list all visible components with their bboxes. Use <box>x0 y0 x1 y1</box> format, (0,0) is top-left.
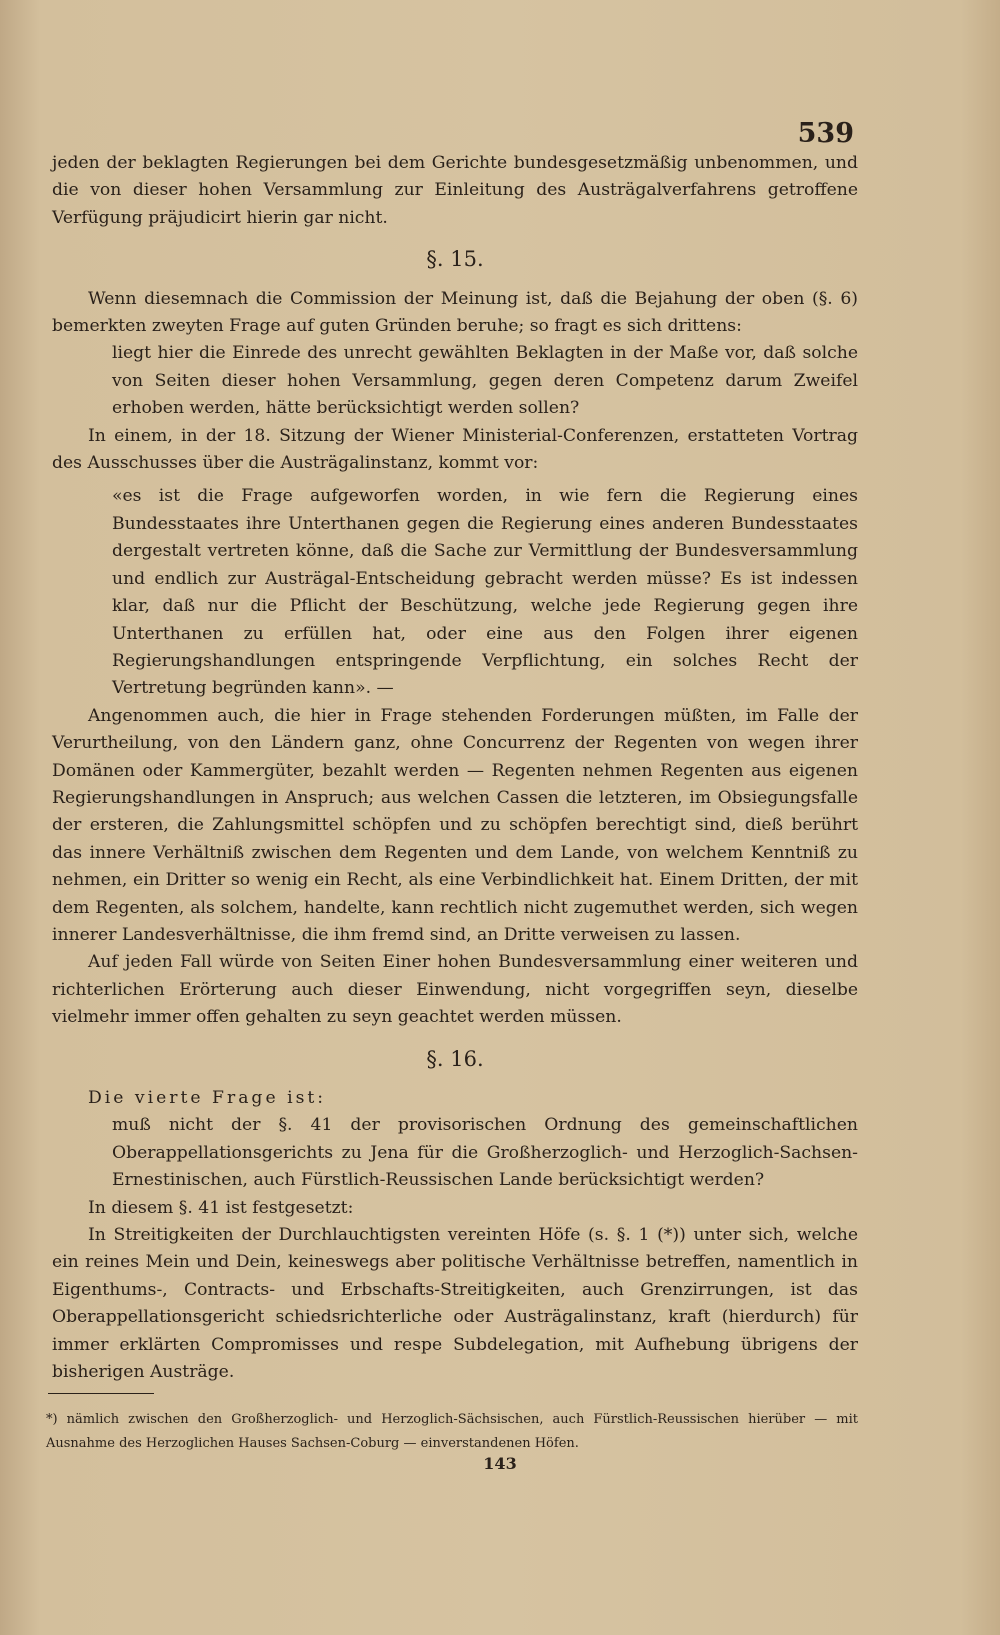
section-heading-15: §. 15. <box>426 247 484 272</box>
paragraph-streitigkeiten: In Streitigkeiten der Durchlauchtigsten vereinten Höfe (s. §. 1 (*)) unter sich, welche ein reines Mein und Dein, keineswegs aber politische Verhältnisse betreffen, namentlich in Eigenthums-, Contracts- und Erbschafts-Streitigkeiten, auch Grenzirrungen, ist das Oberappellationsgericht schiedsrichterliche oder Austrägalinstanz, kraft (hierdurch) für immer erklärten Compromisses und respe Subdelegation, mit Aufhebung übrigens der bisherigen Austräge. <box>52 1225 858 1383</box>
footnote-text: *) nämlich zwischen den Großherzoglich- und Herzoglich-Sächsischen, auch Fürstlich-Reussischen hierüber — mit Ausnahme des Herzoglichen Hauses Sachsen-Coburg — einverstandenen Höfen. <box>46 1412 858 1451</box>
page-number: 539 <box>797 118 854 149</box>
section-heading-16: §. 16. <box>426 1046 484 1071</box>
paragraph-auf-jeden-fall: Auf jeden Fall würde von Seiten Einer hohen Bundesversammlung einer weiteren und richterlichen Erörterung auch dieser Einwendung, nicht vorgegriffen seyn, dieselbe vielmehr immer offen gehalten zu seyn geachtet werden müssen. <box>52 952 858 1028</box>
quotation-block: «es ist die Frage aufgeworfen worden, in wie fern die Regierung eines Bundesstaates ihre Unterthanen gegen die Regierung eines anderen Bundesstaates dergestalt vertreten könne, daß die Sache zur Vermittlung der Bundesversammlung und endlich zur Austrägal-Entscheidung gebracht werden müsse? Es ist indessen klar, daß nur die Pflicht der Beschützung, welche jede Regierung gegen ihre Unterthanen zu erfüllen hat, oder eine aus den Folgen ihrer eigenen Regierungshandlungen entspringende Verpflichtung, ein solches Recht der Vertretung begründen kann». — <box>112 486 858 699</box>
main-text <box>52 150 858 1386</box>
paragraph-continuation: jeden der beklagten Regierungen bei dem Gerichte bundesgesetzmäßig unbenommen, und die von dieser hohen Versammlung zur Einleitung des Austrägalverfahrens getroffene Verfügung präjudicirt hierin gar nicht. <box>52 153 858 228</box>
fourth-question-intro: Die vierte Frage ist: <box>88 1088 327 1108</box>
footnote <box>46 1408 858 1456</box>
footnote-divider <box>48 1393 154 1394</box>
paragraph-commission: Wenn diesemnach die Commission der Meinung ist, daß die Bejahung der oben (§. 6) bemerkten zweyten Frage auf guten Gründen beruhe; so fragt es sich drittens: <box>52 288 858 337</box>
question-four: muß nicht der §. 41 der provisorischen Ordnung des gemeinschaftlichen Oberappellationsgerichts zu Jena für die Großherzoglich- und Herzoglich-Sachsen-Ernestinischen, auch Fürstlich-Reussischen Lande berücksichtigt werden? <box>112 1115 858 1191</box>
paragraph-angenommen: Angenommen auch, die hier in Frage stehenden Forderungen müßten, im Falle der Verurtheilung, von den Ländern ganz, ohne Concurrenz der Regenten von wegen ihrer Domänen oder Kammergüter, bezahlt werden — Regenten nehmen Regenten aus eigenen Regierungshandlungen in Anspruch; aus welchen Cassen die letzteren, im Obsiegungsfalle der ersteren, die Zahlungsmittel schöpfen und zu schöpfen berechtigt sind, dieß berührt das innere Verhältniß zwischen dem Regenten und dem Lande, von welchem Kenntniß zu nehmen, ein Dritter so wenig ein Recht, als eine Verbindlichkeit hat. Einem Dritten, der mit dem Regenten, als solchem, handelte, kann rechtlich nicht zugemuthet werden, sich wegen innerer Landesverhältnisse, die ihm fremd sind, an Dritte verweisen zu lassen. <box>52 705 858 945</box>
question-three: liegt hier die Einrede des unrecht gewählten Beklagten in der Maße vor, daß solche von Seiten dieser hohen Versammlung, gegen deren Competenz darum Zweifel erhoben werden, hätte berücksichtigt werden sollen? <box>112 343 858 419</box>
paragraph-vienna: In einem, in der 18. Sitzung der Wiener Ministerial-Conferenzen, erstatteten Vortrag des Ausschusses über die Austrägalinstanz, kommt vor: <box>52 425 858 474</box>
signature-mark: 143 <box>483 1454 517 1473</box>
paragraph-section-41-intro: In diesem §. 41 ist festgesetzt: <box>88 1197 354 1218</box>
